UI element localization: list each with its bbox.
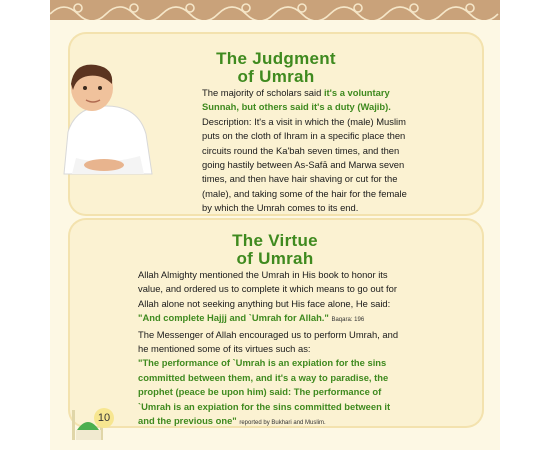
- section-title: [200, 232, 350, 268]
- virtue-text: [138, 268, 488, 430]
- paragraph-line: [202, 86, 500, 100]
- boy-illustration: [56, 62, 156, 182]
- paragraph-line: value, and ordered us to complete it which means to go out for: [138, 283, 398, 295]
- quran-quote: "And complete Hajjj and `Umrah for Allah.": [138, 312, 329, 324]
- quote-line: [138, 311, 488, 327]
- judgment-text: [202, 86, 500, 216]
- title-line: The Virtue: [232, 231, 318, 250]
- text-run: The majority of scholars said: [202, 87, 322, 98]
- hadith-line: committed between them, and it's a way to paradise, the: [138, 371, 389, 383]
- hadith-line: `Umrah is an expiation for the sins committed between it: [138, 400, 391, 412]
- paragraph-line: by which the Umrah comes to its end.: [202, 202, 359, 214]
- paragraph-line: he mentioned some of its virtues such as:: [138, 343, 311, 355]
- quote-reference: Baqara: 196: [331, 317, 365, 324]
- paragraph-line: puts on the cloth of Ihram in a specific place then: [202, 130, 406, 142]
- paragraph-line: Allah Almighty mentioned the Umrah in His book to honor its: [138, 269, 388, 280]
- title-line: The Judgment: [216, 49, 336, 68]
- hadith-line: prophet (peace be upon him) said: The performance of: [138, 386, 382, 398]
- paragraph-line: (male), and taking some of the hair for the female: [202, 187, 407, 199]
- page-number: 10: [94, 408, 114, 428]
- section-title: [200, 50, 352, 86]
- hadith-line: and the previous one": [138, 415, 237, 427]
- paragraph-line: circuits round the Ka'bah seven times, and then: [202, 144, 400, 156]
- highlight-line: Sunnah, but others said it's a duty (Wajib).: [202, 101, 391, 113]
- book-page: [50, 0, 500, 450]
- ornamental-border: [50, 0, 500, 20]
- paragraph-line: going hastily between As-Safā and Marwa seven: [202, 159, 405, 171]
- title-line: of Umrah: [236, 249, 314, 268]
- title-line: of Umrah: [237, 67, 315, 86]
- quote-line: [138, 414, 488, 430]
- highlight-text: it's a voluntary: [323, 87, 390, 98]
- paragraph-line: times, and then have hair shaving or cut for the: [202, 173, 398, 185]
- hadith-line: "The performance of `Umrah is an expiation for the sins: [138, 357, 387, 369]
- paragraph-line: Description: It's a visit in which the (male) Muslim: [202, 115, 406, 127]
- paragraph-line: Allah alone not seeking anything but His face alone, He said:: [138, 297, 391, 309]
- paragraph-line: The Messenger of Allah encouraged us to perform Umrah, and: [138, 328, 399, 340]
- quote-reference: reported by Bukhari and Muslim.: [239, 420, 326, 427]
